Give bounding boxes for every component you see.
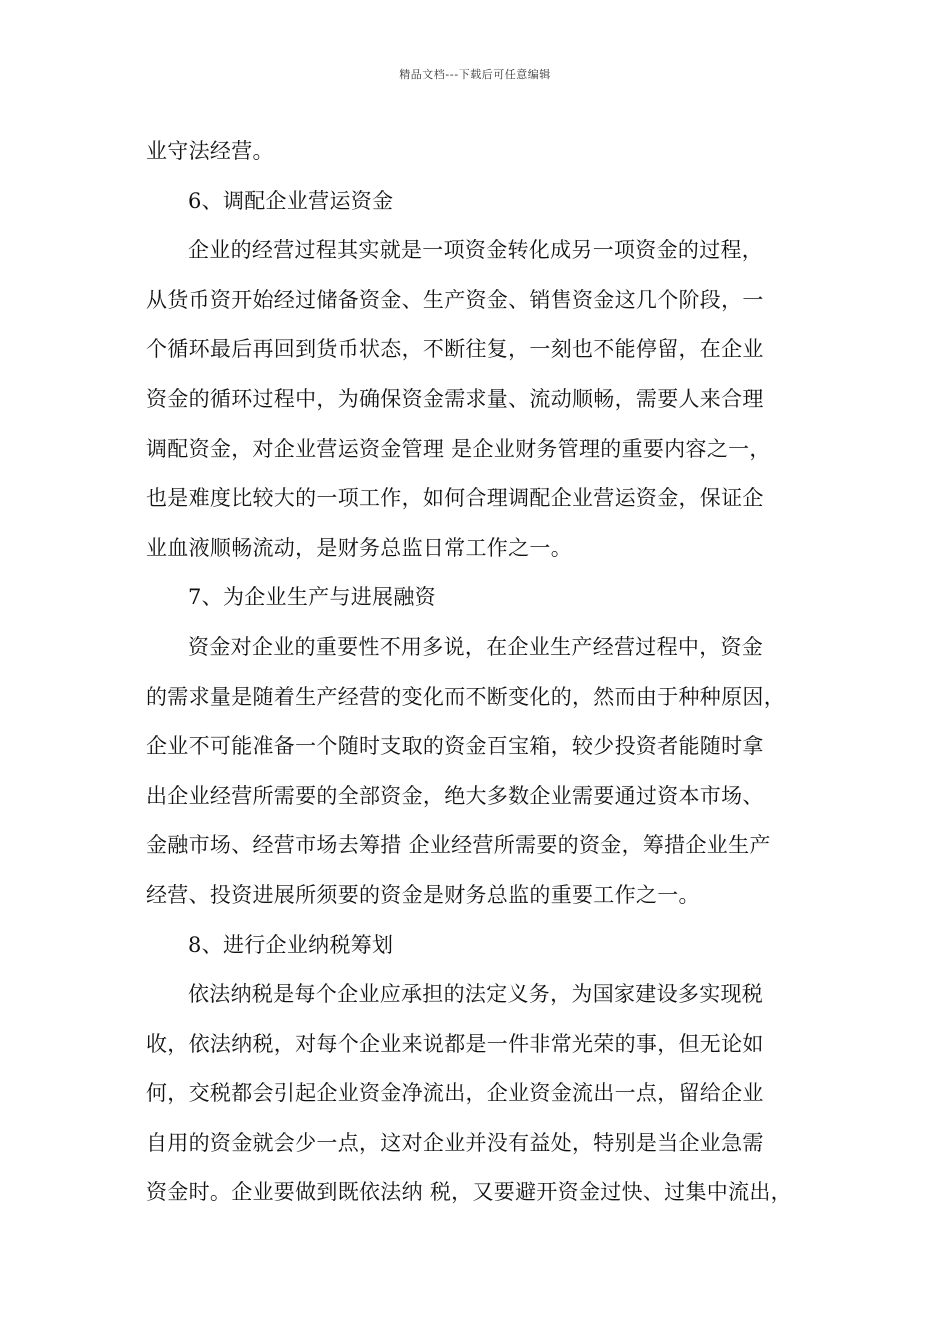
document-body	[146, 131, 826, 1222]
text-line: 出企业经营所需要的全部资金，绝大多数企业需要通过资本市场、	[146, 783, 764, 808]
text-line: 的需求量是随着生产经营的变化而不断变化的，然而由于种种原因，	[146, 684, 785, 709]
text-line: 也是难度比较大的一项工作，如何合理调配企业营运资金，保证企	[146, 486, 764, 511]
text-line: 自用的资金就会少一点，这对企业并没有益处，特别是当企业急需	[146, 1130, 764, 1155]
text-line: 金融市场、经营市场去筹措 企业经营所需要的资金，筹措企业生产	[146, 833, 771, 858]
text-line: 资金的循环过程中，为确保资金需求量、流动顺畅，需要人来合理	[146, 386, 764, 411]
text-line: 8、进行企业纳税筹划	[188, 932, 394, 957]
text-line: 经营、投资进展所须要的资金是财务总监的重要工作之一。	[146, 882, 700, 907]
text-line: 资金对企业的重要性不用多说，在企业生产经营过程中，资金	[188, 634, 764, 659]
text-line: 企业的经营过程其实就是一项资金转化成另一项资金的过程，	[188, 238, 764, 263]
text-line: 依法纳税是每个企业应承担的法定义务，为国家建设多实现税	[188, 982, 764, 1007]
text-line: 业血液顺畅流动，是财务总监日常工作之一。	[146, 535, 572, 560]
text-line: 业守法经营。	[146, 139, 274, 163]
text-line: 个循环最后再回到货币状态，不断往复，一刻也不能停留，在企业	[146, 337, 764, 362]
text-line: 资金时。企业要做到既依法纳 税，又要避开资金过快、过集中流出，	[146, 1180, 792, 1205]
page-header: 精品文档---下载后可任意编辑	[399, 68, 551, 81]
text-line: 从货币资开始经过储备资金、生产资金、销售资金这几个阶段，一	[146, 287, 764, 312]
text-line: 收，依法纳税，对每个企业来说都是一件非常光荣的事，但无论如	[146, 1031, 764, 1056]
text-line: 企业不可能准备一个随时支取的资金百宝箱，较少投资者能随时拿	[146, 734, 764, 759]
text-line: 7、为企业生产与进展融资	[188, 585, 436, 610]
text-line: 6、调配企业营运资金	[188, 188, 394, 213]
text-line: 何，交税都会引起企业资金净流出，企业资金流出一点，留给企业	[146, 1081, 764, 1106]
text-line: 调配资金，对企业营运资金管理 是企业财务管理的重要内容之一，	[146, 436, 771, 461]
